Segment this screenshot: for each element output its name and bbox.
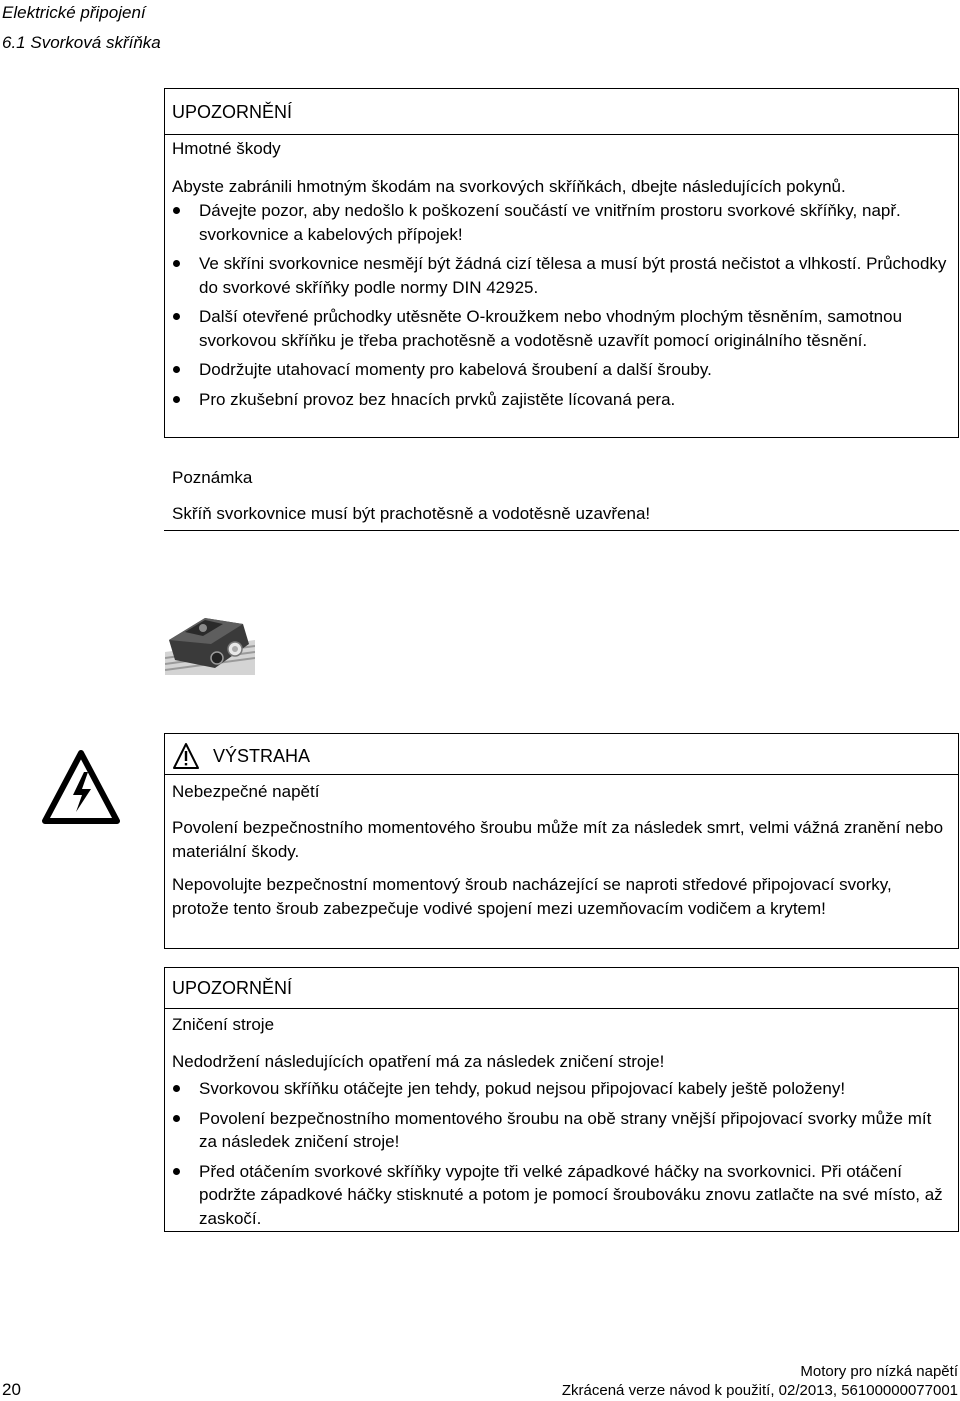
list-item: Povolení bezpečnostního momentového šroubu na obě strany vnější připojovací svorky může mít za následek zničení stroje! bbox=[172, 1107, 950, 1154]
warning-subtitle: Nebezpečné napětí bbox=[172, 782, 320, 801]
notice-subtitle: Zničení stroje bbox=[172, 1015, 275, 1034]
note-text: Skříň svorkovnice musí být prachotěsně a vodotěsně uzavřena! bbox=[172, 504, 651, 523]
notice-divider bbox=[165, 134, 958, 135]
list-item: Svorkovou skříňku otáčejte jen tehdy, pokud nejsou připojovací kabely ještě položeny! bbox=[172, 1077, 950, 1101]
note-divider bbox=[164, 530, 959, 531]
footer-doc-title: Motory pro nízká napětí bbox=[800, 1363, 958, 1380]
notice-list bbox=[172, 1077, 950, 1236]
warning-box-dangerous-voltage bbox=[164, 733, 959, 949]
list-item: Před otáčením svorkové skříňky vypojte tři velké západkové háčky na svorkovnici. Při otáčení podržte západkové háčky stisknuté a potom je pomocí šroubováku znovu zatlačte na své místo, až zaskočí. bbox=[172, 1160, 950, 1231]
footer-doc-info: Zkrácená verze návod k použití, 02/2013, 56100000077001 bbox=[561, 1382, 958, 1399]
warning-divider bbox=[165, 774, 958, 775]
terminal-box-image bbox=[165, 600, 255, 675]
notice-list bbox=[172, 199, 950, 417]
notice-box-material-damage bbox=[164, 88, 959, 438]
warning-label: VÝSTRAHA bbox=[213, 746, 311, 766]
warning-paragraph-2: Nepovolujte bezpečnostní momentový šroub nacházející se naproti středové připojovací svorky, protože tento šroub zabezpečuje vodivé spojení mezi uzemňovacím vodičem a krytem! bbox=[172, 875, 892, 918]
electric-hazard-icon bbox=[40, 748, 122, 830]
notice-subtitle: Hmotné škody bbox=[172, 139, 281, 158]
list-item: Ve skříni svorkovnice nesmějí být žádná cizí tělesa a musí být prostá nečistot a vlhkostí. Průchodky do svorkové skříňky podle normy DIN 42925. bbox=[172, 252, 950, 299]
notice-box-machine-destruction bbox=[164, 967, 959, 1232]
list-item: Další otevřené průchodky utěsněte O-kroužkem nebo vhodným plochým těsněním, samotnou svorkovou skříňku je třeba prachotěsně a vodotěsně uzavřít pomocí originálního těsnění. bbox=[172, 305, 950, 352]
notice-intro: Abyste zabránili hmotným škodám na svorkových skříňkách, dbejte následujících pokynů. bbox=[172, 177, 846, 196]
chapter-header: Elektrické připojení bbox=[2, 3, 146, 22]
notice-divider bbox=[165, 1008, 958, 1009]
notice-intro: Nedodržení následujících opatření má za následek zničení stroje! bbox=[172, 1052, 665, 1071]
list-item: Dávejte pozor, aby nedošlo k poškození součástí ve vnitřním prostoru svorkové skříňky, např. svorkovnice a kabelových přípojek! bbox=[172, 199, 950, 246]
list-item: Pro zkušební provoz bez hnacích prvků zajistěte lícovaná pera. bbox=[172, 388, 950, 412]
warning-paragraph-1: Povolení bezpečnostního momentového šroubu může mít za následek smrt, velmi vážná zranění nebo materiální škody. bbox=[172, 818, 944, 861]
page-number: 20 bbox=[2, 1380, 21, 1399]
notice-label: UPOZORNĚNÍ bbox=[172, 978, 293, 998]
list-item: Dodržujte utahovací momenty pro kabelová šroubení a další šrouby. bbox=[172, 358, 950, 382]
note-label: Poznámka bbox=[172, 468, 253, 487]
notice-label: UPOZORNĚNÍ bbox=[172, 102, 293, 122]
warning-triangle-icon bbox=[173, 742, 199, 770]
section-header: 6.1 Svorková skříňka bbox=[2, 33, 161, 52]
